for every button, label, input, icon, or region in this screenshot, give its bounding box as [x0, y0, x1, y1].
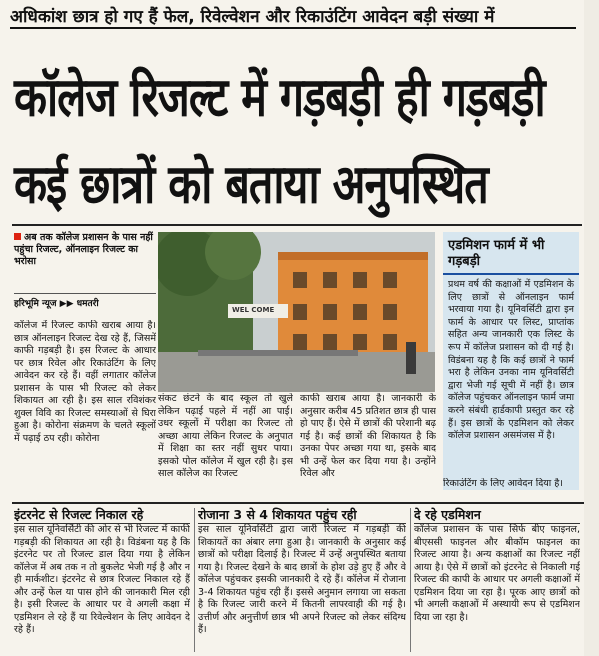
sidebox-text: प्रथम वर्ष की कक्षाओं में एडमिशन के लिए छात्रों से ऑनलाइन फार्म भरवाया गया है। यूनिवर्सिटी द्वारा इन फार्म के आधार पर लिस्ट, प्राप्तांक सहित अन्य जानकारी एक लिस्ट के रूप में कॉलेज प्रशासन को दी गई है। विडंबना यह है कि कई छात्रों ने फार्म भरा है लेकिन उनका नाम यूनिवर्सिटी द्वारा भेजी गई सूची में नहीं है। छात्र कॉलेज पहुंचकर ऑनलाइन फार्म जमा करने संबंधी हार्डकापी प्रस्तुत कर रहे हैं। इस छात्रों के एडमिशन को लेकर कॉलेज प्रशासन असमंजस में है।	[448, 279, 574, 442]
building-image	[158, 232, 435, 392]
section-rule	[12, 502, 584, 504]
admission-text: कॉलेज प्रशासन के पास सिर्फ बीए फाइनल, बीएससी फाइनल और बीकॉम फाइनल का रिजल्ट आया है। अन्य कक्षाओं का रिजल्ट नहीं आया है। ऐसे में छात्रों को इंटरनेट से निकाली गई रिजल्ट की कापी के आधार पर अगली कक्षाओं में एडमिशन दिया जा रहा है। पूरक आए छात्रों को भी अगली कक्षाओं में अस्थायी रूप से एडमिशन दिया जा रहा है।	[414, 524, 580, 623]
college-photo	[158, 232, 435, 392]
headline-sub: कई छात्रों को बताया अनुपस्थित	[14, 153, 488, 217]
byline: हरिभूमि न्यूज ▶▶ धमतरी	[14, 293, 156, 309]
complaints-text: इस साल यूनिवर्सिटी द्वारा जारी रिजल्ट में गड़बड़ी की शिकायतें का अंबार लगा हुआ है। जानकारी के अनुसार कई छात्रों को परीक्षा दिलाई है। रिजल्ट में उन्हें अनुपस्थित बताया गया है। रिजल्ट देखने के बाद छात्रों के होश उड़े हुए हैं और वे कॉलेज पहुंचकर इसकी जानकारी दे रहे हैं। कॉलेज में रोजाना 3-4 शिकायत पहुंच रही हैं। इससे अनुमान लगाया जा सकता है कि रिजल्ट जारी करने में कितनी लापरवाही की गई है। उत्तीर्ण और अनुत्तीर्ण छात्र भी अपने रिजल्ट को लेकर संदिग्ध हैं।	[198, 524, 406, 635]
headline-main: कॉलेज रिजल्ट में गड़बड़ी ही गड़बड़ी	[14, 66, 545, 130]
column-1-text: कॉलेज में रिजल्ट काफी खराब आया है। छात्र ऑनलाइन रिजल्ट देख रहे हैं, जिसमें काफी गड़बड़ी है। इस रिजल्ट के आधार पर छात्र रिवेल और रिकाउंटिंग के लिए आवेदन कर रहे हैं। वहीं लगातार कॉलेज प्रशासन के पास भी रिजल्ट को लेकर शिकायत आ रही है। इस साल रविशंकर शुक्ल विवि का रिजल्ट समस्याओं से घिरा हुआ है। कोरोना संक्रमण के चलते स्कूलों में पढ़ाई ठप रही। कोरोना	[14, 320, 156, 444]
sidebox-title: एडमिशन फार्म में भी गड़बड़ी	[443, 232, 579, 275]
adjacent-page-edge	[584, 0, 599, 656]
welcome-sign: WEL COME	[232, 306, 275, 314]
internet-text: इस साल यूनिवर्सिटी की ओर से भी रिजल्ट में काफी गड़बड़ी की शिकायत आ रही है। विडंबना यह है कि इंटरनेट पर तो रिजल्ट डाल दिया गया है लेकिन कॉलेज में अब तक न तो बुकलेट भेजी गई है और न ही मार्कशीट। इंटरनेट से छात्र रिजल्ट निकाल रहे हैं और उन्हें फेल या पास होने की जानकारी मिल रही है। इसी रिजल्ट के आधार पर वे अगली कक्षा में एडमिशन ले रहे हैं या रिवेल्वेशन के लिए आवेदन दे रहे हैं।	[14, 524, 190, 635]
admission-sidebox	[443, 232, 579, 490]
kicker	[14, 232, 156, 268]
column-divider	[194, 508, 195, 652]
continuation-text: रिकाउंटिंग के लिए आवेदन दिया है।	[443, 478, 563, 489]
subhead-internet: इंटरनेट से रिजल्ट निकाल रहे	[14, 506, 190, 524]
column-2-text: संकट छंटने के बाद स्कूल तो खुले लेकिन पढ़ाई पहले में नहीं आ पाई। उधर स्कूलों में परीक्षा का रिजल्ट तो अच्छा आया लेकिन रिजल्ट के अनुपात में शिक्षा का स्तर नहीं सुधर पाया। इसको पोल कॉलेज में खुल रही है। इस साल कॉलेज का रिजल्ट	[158, 393, 293, 479]
subhead-admission: दे रहे एडमिशन	[414, 506, 580, 524]
subhead-complaints: रोजाना 3 से 4 शिकायत पहुंच रही	[198, 506, 406, 524]
bullet-icon	[14, 233, 21, 240]
column-3-text: काफी खराब आया है। जानकारी के अनुसार करीब 45 प्रतिशत छात्र ही पास हो पाए हैं। ऐसे में छात्रों की परेशानी बढ़ गई है। कई छात्रों की शिकायत है कि उनका पेपर अच्छा गया था, इसके बाद भी उन्हें फेल कर दिया गया है। उन्होंने रिवेल और	[300, 393, 436, 479]
kicker-text: अब तक कॉलेज प्रशासन के पास नहीं पहुंचा रिजल्ट, ऑनलाइन रिजल्ट का भरोसा	[14, 232, 153, 267]
headline-rule	[12, 224, 582, 226]
column-divider	[410, 508, 411, 652]
top-deck-line: अधिकांश छात्र हो गए हैं फेल, रिवेल्वेशन और रिकाउंटिंग आवेदन बड़ी संख्या में	[10, 4, 576, 29]
